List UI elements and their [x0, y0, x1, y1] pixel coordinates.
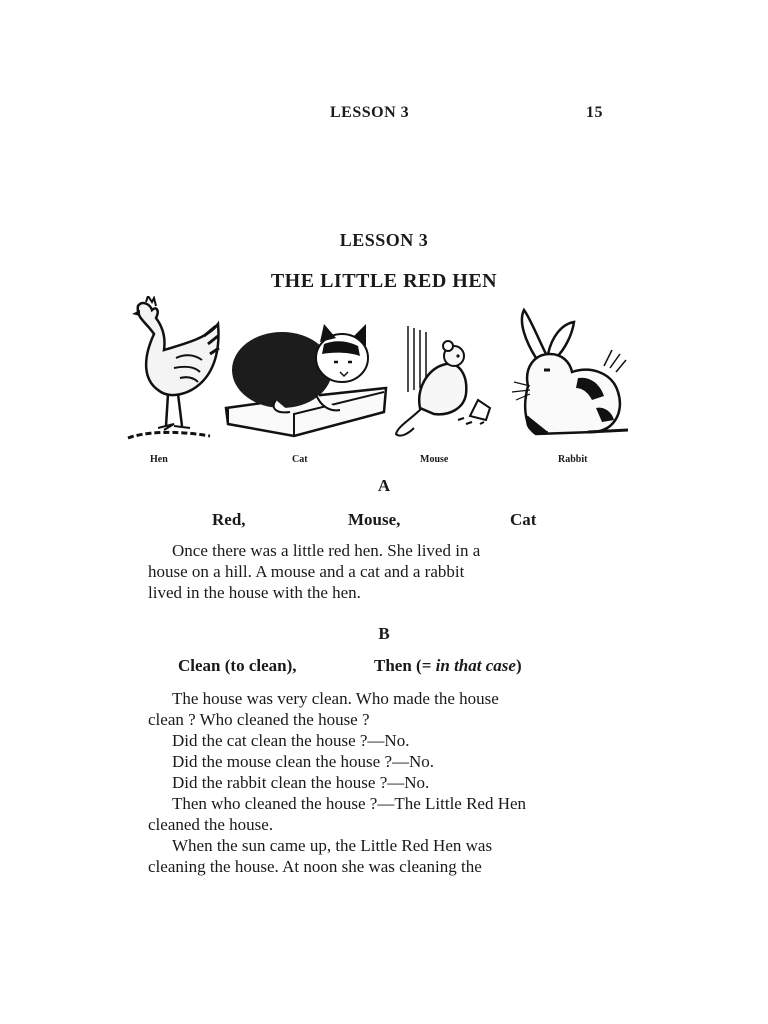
caption-hen: Hen	[150, 454, 168, 465]
hen-illustration	[124, 296, 220, 465]
vocab-word: Cat	[510, 510, 537, 529]
vocab-word: Mouse,	[348, 510, 401, 529]
section-b-paragraph	[148, 688, 608, 877]
caption-mouse: Mouse	[420, 454, 449, 465]
text-line: cleaning the house. At noon she was cleaning the	[148, 857, 482, 876]
text-line: clean ? Who cleaned the house ?	[148, 710, 370, 729]
text-line: house on a hill. A mouse and a cat and a rabbit	[148, 562, 465, 581]
rabbit-illustration	[508, 296, 634, 465]
text-line: Did the rabbit clean the house ?—No.	[172, 773, 430, 792]
text-line: cleaned the house.	[148, 815, 274, 834]
vocab-word: Red,	[212, 510, 246, 529]
story-title: THE LITTLE RED HEN	[270, 270, 498, 292]
caption-rabbit: Rabbit	[558, 454, 588, 465]
vocab-then-close: )	[515, 656, 522, 675]
text-line: When the sun came up, the Little Red Hen was	[172, 836, 493, 855]
section-a-paragraph	[148, 540, 608, 603]
animal-illustrations	[118, 296, 638, 472]
text-line: Did the cat clean the house ?—No.	[172, 731, 410, 750]
page-number: 15	[586, 104, 603, 121]
section-b-letter: B	[378, 624, 390, 643]
mouse-illustration	[394, 296, 504, 465]
vocab-then-meaning: in that case	[435, 656, 516, 675]
text-line: Then who cleaned the house ?—The Little Red Hen	[172, 794, 527, 813]
section-a-letter: A	[377, 476, 391, 495]
text-line: lived in the house with the hen.	[148, 583, 361, 602]
running-head-title: LESSON 3	[330, 104, 410, 121]
vocab-clean: Clean (to clean),	[178, 656, 297, 675]
text-line: The house was very clean. Who made the house	[172, 689, 499, 708]
vocab-then	[374, 656, 522, 676]
lesson-heading: LESSON 3	[339, 230, 429, 250]
caption-cat: Cat	[292, 454, 308, 465]
text-line: Once there was a little red hen. She lived in a	[172, 541, 481, 560]
vocab-then-word: Then (=	[374, 656, 432, 675]
cat-illustration	[220, 296, 390, 465]
text-line: Did the mouse clean the house ?—No.	[172, 752, 435, 771]
